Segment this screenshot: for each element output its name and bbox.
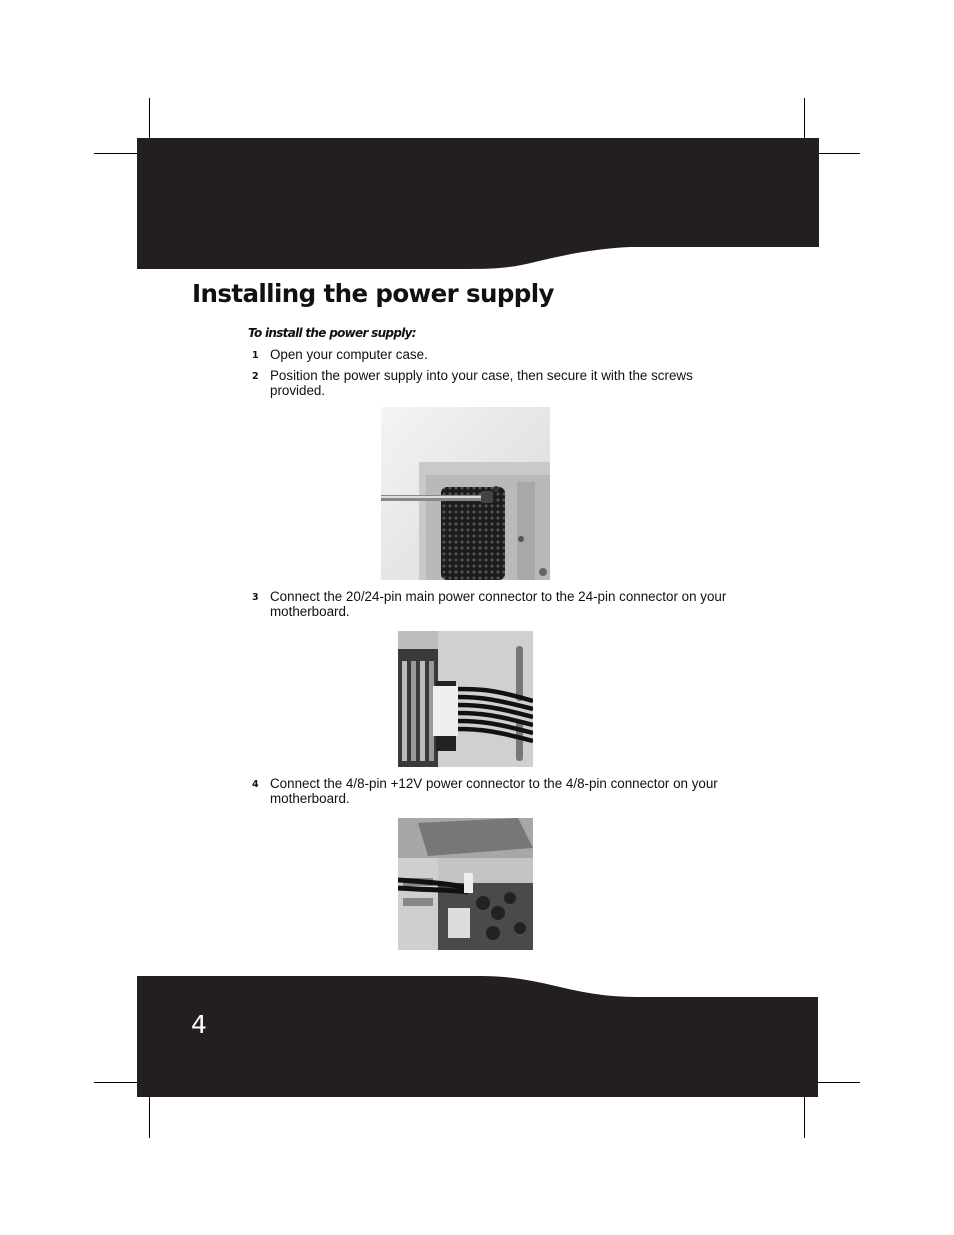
step-1-number: 1 xyxy=(252,350,259,361)
footer-band-shape xyxy=(137,976,818,1097)
step-2-text: Position the power supply into your case, then secure it with the screws provided. xyxy=(270,368,693,398)
procedure-heading: To install the power supply: xyxy=(248,326,416,340)
step-1-text: Open your computer case. xyxy=(270,347,428,362)
step-2-number: 2 xyxy=(252,371,259,382)
step-4-number: 4 xyxy=(252,779,259,790)
footer-band xyxy=(0,970,954,1110)
cpu-power-connector-photo xyxy=(398,818,533,950)
main-power-connector-photo xyxy=(398,631,533,767)
header-band-shape xyxy=(137,138,819,269)
page-number: 4 xyxy=(191,1010,207,1039)
screwdriver-photo xyxy=(381,407,550,580)
step-4-text: Connect the 4/8-pin +12V power connector to the 4/8-pin connector on your motherboard. xyxy=(270,776,718,806)
page-title: Installing the power supply xyxy=(192,279,554,308)
header-band xyxy=(0,0,954,280)
step-3-number: 3 xyxy=(252,592,259,603)
step-3-text: Connect the 20/24-pin main power connector to the 24-pin connector on your motherboard. xyxy=(270,589,727,619)
